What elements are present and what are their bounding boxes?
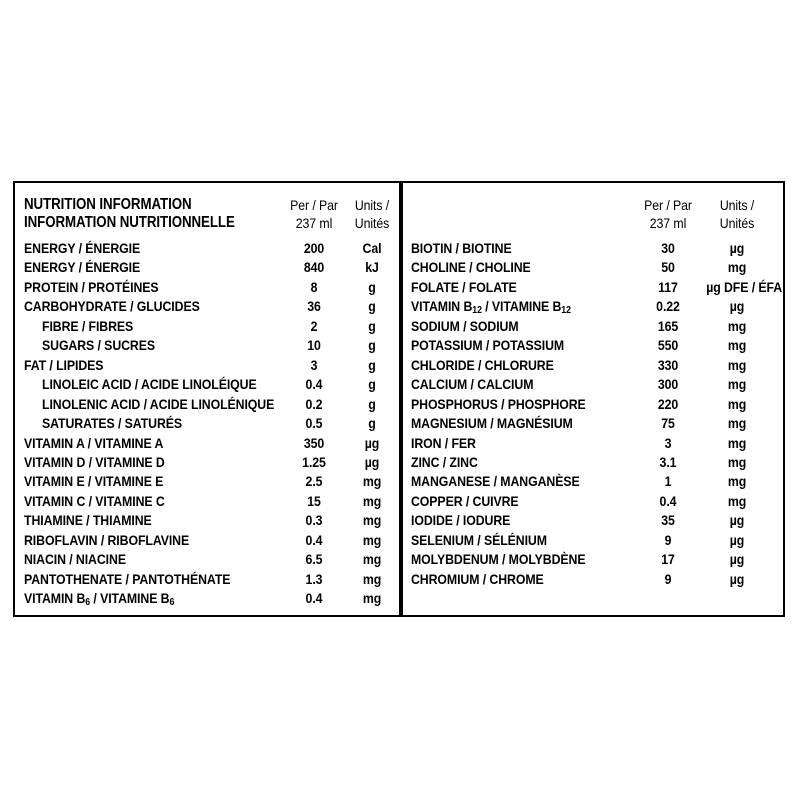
nutrient-value: 0.22 bbox=[656, 298, 680, 315]
nutrient-value: 9 bbox=[664, 531, 672, 548]
header-per-line1-right: Per / Par bbox=[644, 197, 692, 213]
nutrient-label: RIBOFLAVIN / RIBOFLAVINE bbox=[24, 531, 190, 548]
nutrient-unit: µg bbox=[729, 551, 745, 568]
nutrient-value: 1.25 bbox=[302, 453, 326, 470]
nutrient-value: 30 bbox=[661, 240, 675, 256]
nutrient-value: 300 bbox=[657, 376, 679, 393]
nutrient-label: PROTEIN / PROTÉINES bbox=[24, 278, 159, 295]
nutrition-facts-panel bbox=[13, 181, 785, 617]
nutrient-label: MOLYBDENUM / MOLYBDÈNE bbox=[411, 551, 586, 568]
nutrient-value: 0.2 bbox=[305, 395, 323, 412]
nutrient-unit: mg bbox=[727, 473, 747, 490]
nutrient-unit: mg bbox=[727, 376, 747, 393]
nutrient-row bbox=[22, 356, 397, 376]
nutrient-unit: g bbox=[368, 395, 376, 412]
nutrient-row bbox=[409, 317, 779, 337]
nutrient-value: 75 bbox=[661, 415, 675, 432]
nutrient-value: 3 bbox=[664, 434, 672, 451]
nutrient-row bbox=[409, 356, 779, 376]
nutrient-value: 200 bbox=[303, 240, 325, 256]
nutrient-value: 1 bbox=[664, 473, 672, 490]
title-en: NUTRITION INFORMATION bbox=[24, 196, 192, 213]
nutrient-row bbox=[409, 239, 779, 259]
nutrient-label: CHROMIUM / CHROME bbox=[411, 570, 544, 587]
nutrient-value: 0.4 bbox=[659, 492, 677, 509]
nutrient-value: 220 bbox=[657, 395, 679, 412]
nutrient-label: IODIDE / IODURE bbox=[411, 512, 511, 529]
nutrient-row bbox=[22, 570, 397, 590]
header-units-line1: Units / bbox=[354, 197, 390, 213]
nutrient-row bbox=[409, 297, 779, 317]
nutrient-row bbox=[22, 317, 397, 337]
nutrient-unit: mg bbox=[362, 551, 382, 568]
nutrient-unit: mg bbox=[362, 531, 382, 548]
nutrient-row bbox=[22, 434, 397, 454]
nutrient-row bbox=[409, 434, 779, 454]
nutrient-label: VITAMIN C / VITAMINE C bbox=[24, 492, 165, 509]
nutrient-value: 2 bbox=[310, 317, 318, 334]
nutrient-label: CALCIUM / CALCIUM bbox=[411, 376, 534, 393]
nutrient-unit: kJ bbox=[365, 259, 379, 276]
nutrient-label bbox=[411, 297, 571, 315]
nutrient-label: ENERGY / ÉNERGIE bbox=[24, 259, 141, 276]
nutrient-label: IRON / FER bbox=[411, 434, 476, 451]
nutrient-label: THIAMINE / THIAMINE bbox=[24, 512, 152, 529]
nutrient-label: BIOTIN / BIOTINE bbox=[411, 240, 512, 256]
header-per-line2-right: 237 ml bbox=[649, 215, 687, 231]
nutrient-row bbox=[22, 239, 397, 259]
nutrient-value: 15 bbox=[307, 492, 321, 509]
nutrient-unit: mg bbox=[727, 453, 747, 470]
label-part: VITAMIN B bbox=[411, 298, 473, 315]
nutrient-value: 0.4 bbox=[305, 531, 323, 548]
nutrient-label: SODIUM / SODIUM bbox=[411, 317, 519, 334]
nutrient-unit: g bbox=[368, 356, 376, 373]
nutrient-label: FOLATE / FOLATE bbox=[411, 278, 517, 295]
subscript: 6 bbox=[169, 597, 175, 609]
nutrient-row bbox=[409, 492, 779, 512]
nutrient-row bbox=[22, 492, 397, 512]
nutrient-row bbox=[409, 453, 779, 473]
nutrient-unit: µg bbox=[729, 240, 745, 256]
nutrient-label bbox=[24, 589, 174, 607]
title-fr: INFORMATION NUTRITIONNELLE bbox=[24, 214, 235, 231]
nutrient-label: LINOLENIC ACID / ACIDE LINOLÉNIQUE bbox=[42, 395, 275, 412]
nutrient-value: 50 bbox=[661, 259, 675, 276]
nutrient-label: LINOLEIC ACID / ACIDE LINOLÉIQUE bbox=[42, 376, 257, 393]
nutrient-unit: µg bbox=[729, 570, 745, 587]
nutrient-value: 0.4 bbox=[305, 376, 323, 393]
nutrient-unit: mg bbox=[362, 570, 382, 587]
nutrient-value: 35 bbox=[661, 512, 675, 529]
nutrient-value: 2.5 bbox=[305, 473, 323, 490]
nutrient-value: 330 bbox=[657, 356, 679, 373]
header-units-line1-right: Units / bbox=[719, 197, 755, 213]
nutrient-row bbox=[409, 550, 779, 570]
nutrient-unit: g bbox=[368, 317, 376, 334]
nutrient-row bbox=[409, 511, 779, 531]
nutrient-value: 6.5 bbox=[305, 551, 323, 568]
nutrient-row bbox=[22, 531, 397, 551]
nutrient-unit: µg bbox=[729, 531, 745, 548]
column-divider bbox=[399, 183, 403, 615]
subscript: 6 bbox=[85, 597, 91, 609]
nutrient-label: CARBOHYDRATE / GLUCIDES bbox=[24, 298, 200, 315]
nutrient-unit: µg bbox=[364, 434, 380, 451]
nutrient-label: NIACIN / NIACINE bbox=[24, 551, 126, 568]
nutrient-row bbox=[409, 472, 779, 492]
nutrient-unit: µg bbox=[729, 298, 745, 315]
nutrient-value: 117 bbox=[658, 278, 678, 295]
nutrient-value: 3.1 bbox=[659, 453, 677, 470]
nutrient-label: ENERGY / ÉNERGIE bbox=[24, 240, 141, 256]
nutrient-row bbox=[22, 375, 397, 395]
nutrient-row bbox=[22, 511, 397, 531]
nutrient-label: FIBRE / FIBRES bbox=[42, 317, 134, 334]
nutrient-unit: mg bbox=[727, 317, 747, 334]
nutrient-value: 10 bbox=[307, 337, 321, 354]
nutrient-unit: mg bbox=[727, 337, 747, 354]
nutrient-label: SELENIUM / SÉLÉNIUM bbox=[411, 531, 547, 548]
label-part: VITAMIN B bbox=[24, 590, 86, 607]
nutrient-unit: mg bbox=[727, 356, 747, 373]
nutrient-row bbox=[22, 550, 397, 570]
nutrient-label: POTASSIUM / POTASSIUM bbox=[411, 337, 565, 354]
nutrient-unit: mg bbox=[362, 473, 382, 490]
nutrient-row bbox=[22, 336, 397, 356]
header-units-line2: Unités bbox=[354, 215, 390, 231]
nutrient-row bbox=[409, 375, 779, 395]
nutrient-unit: mg bbox=[362, 590, 382, 607]
nutrient-unit: µg DFE / ÉFA bbox=[706, 278, 783, 295]
nutrient-unit: mg bbox=[362, 512, 382, 529]
nutrient-unit: g bbox=[368, 278, 376, 295]
nutrient-row bbox=[22, 297, 397, 317]
nutrient-row bbox=[409, 278, 783, 298]
nutrient-value: 550 bbox=[657, 337, 679, 354]
nutrient-unit: g bbox=[368, 415, 376, 432]
nutrient-label: PHOSPHORUS / PHOSPHORE bbox=[411, 395, 586, 412]
nutrient-unit: g bbox=[368, 376, 376, 393]
nutrient-value: 165 bbox=[657, 317, 679, 334]
nutrient-row bbox=[22, 278, 397, 298]
nutrient-row bbox=[22, 395, 397, 415]
nutrient-label: CHOLINE / CHOLINE bbox=[411, 259, 531, 276]
header-units-line2-right: Unités bbox=[719, 215, 755, 231]
nutrient-row bbox=[409, 414, 779, 434]
nutrient-label: SUGARS / SUCRES bbox=[42, 337, 156, 354]
nutrient-value: 840 bbox=[303, 259, 325, 276]
nutrient-unit: mg bbox=[727, 434, 747, 451]
nutrient-value: 3 bbox=[310, 356, 318, 373]
nutrient-value: 8 bbox=[310, 278, 318, 295]
nutrient-row bbox=[22, 258, 397, 278]
nutrient-unit: mg bbox=[727, 259, 747, 276]
nutrient-label: VITAMIN A / VITAMINE A bbox=[24, 434, 164, 451]
header-per-line1: Per / Par bbox=[290, 197, 338, 213]
nutrient-label: MAGNESIUM / MAGNÉSIUM bbox=[411, 415, 573, 432]
nutrient-row bbox=[22, 589, 397, 609]
nutrient-unit: mg bbox=[727, 415, 747, 432]
nutrient-label: CHLORIDE / CHLORURE bbox=[411, 356, 554, 373]
nutrient-row bbox=[409, 336, 779, 356]
label-part: / VITAMINE B bbox=[481, 298, 562, 315]
nutrient-row bbox=[409, 531, 779, 551]
nutrient-value: 0.4 bbox=[305, 590, 323, 607]
subscript: 12 bbox=[472, 305, 482, 317]
nutrient-unit: Cal bbox=[362, 240, 382, 256]
nutrient-row bbox=[409, 570, 779, 590]
nutrient-row bbox=[409, 395, 779, 415]
nutrient-label: VITAMIN D / VITAMINE D bbox=[24, 453, 165, 470]
nutrient-label: MANGANESE / MANGANÈSE bbox=[411, 473, 580, 490]
nutrient-label: VITAMIN E / VITAMINE E bbox=[24, 473, 164, 490]
nutrient-unit: mg bbox=[362, 492, 382, 509]
nutrient-unit: g bbox=[368, 337, 376, 354]
nutrient-value: 36 bbox=[307, 298, 321, 315]
header-per-line2: 237 ml bbox=[295, 215, 333, 231]
nutrient-label: FAT / LIPIDES bbox=[24, 356, 104, 373]
nutrient-unit: µg bbox=[729, 512, 745, 529]
nutrient-unit: g bbox=[368, 298, 376, 315]
nutrient-label: PANTOTHENATE / PANTOTHÉNATE bbox=[24, 570, 231, 587]
nutrient-value: 17 bbox=[661, 551, 675, 568]
nutrient-unit: mg bbox=[727, 395, 747, 412]
nutrient-label: ZINC / ZINC bbox=[411, 453, 478, 470]
nutrient-value: 0.3 bbox=[305, 512, 323, 529]
nutrient-row bbox=[22, 414, 397, 434]
nutrient-value: 350 bbox=[303, 434, 325, 451]
nutrient-unit: mg bbox=[727, 492, 747, 509]
subscript: 12 bbox=[561, 305, 571, 317]
nutrient-value: 9 bbox=[664, 570, 672, 587]
nutrient-row bbox=[22, 453, 397, 473]
nutrient-label: SATURATES / SATURÉS bbox=[42, 415, 183, 432]
nutrient-value: 1.3 bbox=[305, 570, 323, 587]
nutrient-row bbox=[409, 258, 779, 278]
label-part: / VITAMINE B bbox=[90, 590, 170, 607]
nutrient-unit: µg bbox=[364, 453, 380, 470]
nutrient-row bbox=[22, 472, 397, 492]
nutrient-label: COPPER / CUIVRE bbox=[411, 492, 519, 509]
nutrient-value: 0.5 bbox=[305, 415, 323, 432]
